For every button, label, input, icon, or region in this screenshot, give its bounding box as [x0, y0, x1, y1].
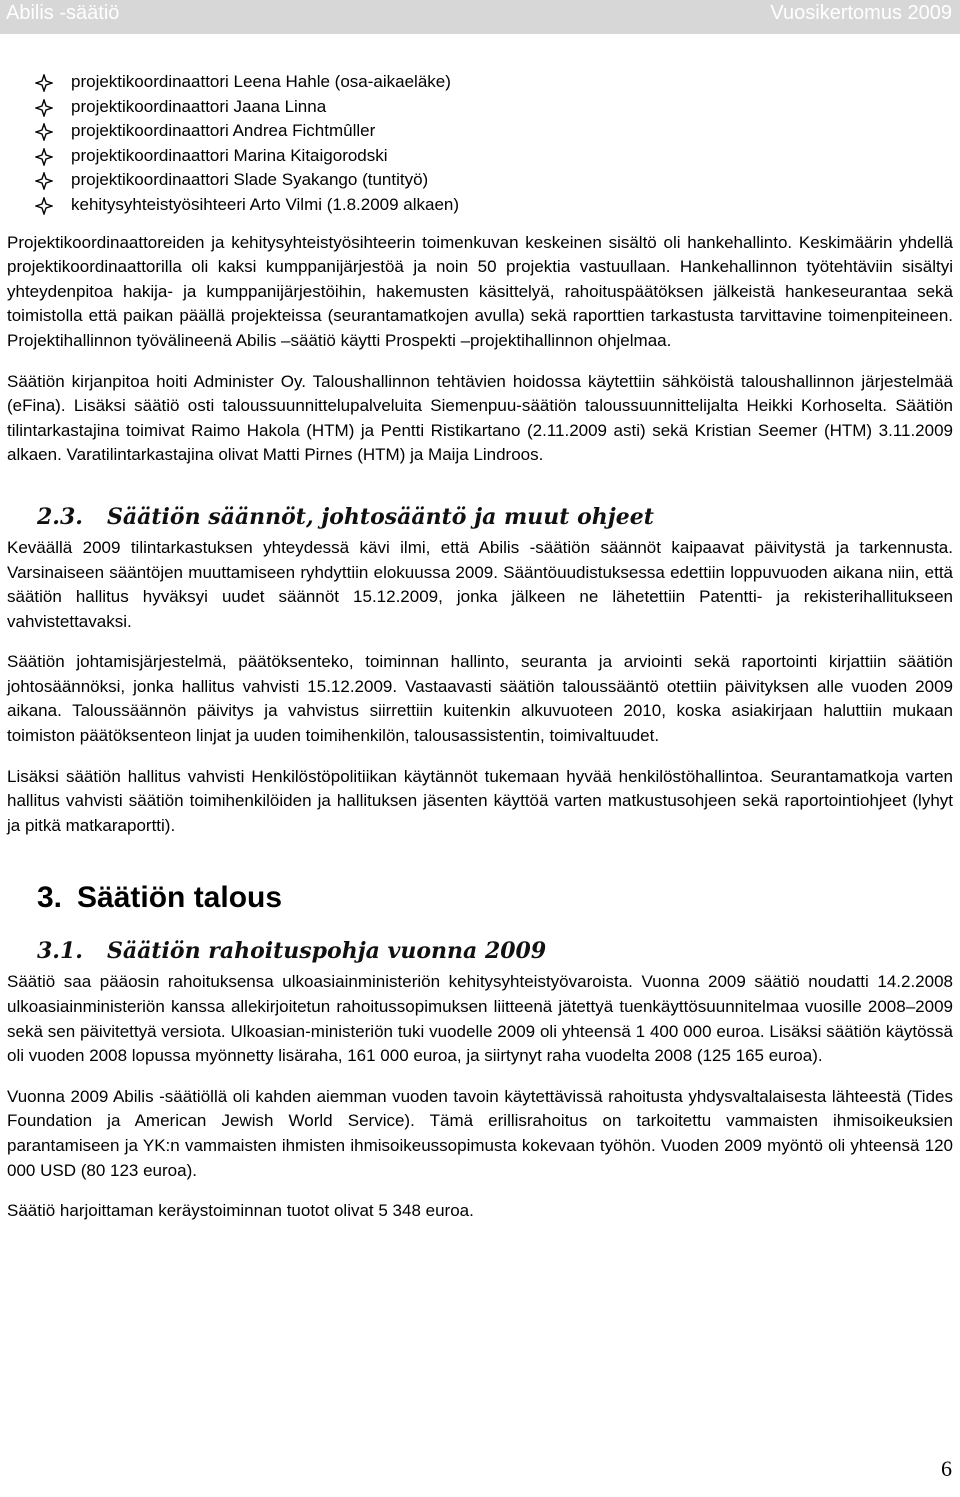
paragraph-project-administration: Projektikoordinaattoreiden ja kehitysyhteistyösihteerin toimenkuvan keskeinen sisältö oli hankehallinto. Keskimäärin yhdellä projektikoordinaattorilla oli kaksi kumppanijärjestöä ja noin 50 projektia vastuullaan. Hankehallinnon työtehtäviin sisältyi yhteydenpitoa hakija- ja kumppanijärjestöihin, hakemusten käsittelyä, rahoituspäätöksen jälkeistä hankeseurantaa sekä toimistolla että paikan päällä projekteissa (seurantamatkojen avulla) sekä raporttien tarkastusta tarvittavine toimenpiteineen. Projektihallinnon työvälineenä Abilis –säätiö käytti Prospekti –projektihallinnon ohjelmaa. [7, 232, 953, 350]
section-number: 3. [37, 881, 63, 915]
diamond-bullet-icon [35, 172, 53, 190]
diamond-bullet-icon [35, 74, 53, 92]
section-heading-2-3 [7, 502, 953, 532]
section-number: 2.3. [37, 503, 83, 530]
paragraph-management-system: Säätiön johtamisjärjestelmä, päätöksenteko, toiminnan hallinto, seuranta ja arviointi sekä raportointi kirjattiin säätiön johtosäännöksi, jonka hallitus vahvisti 15.12.2009. Vastaavasti säätiön taloussääntö otettiin päivityksen alle vuoden 2009 aikana. Taloussäännön päivitys ja vahvistus siirrettiin kuitenkin alkuvuoteen 2010, koska asiakirjaan haluttiin mukaan toimiston päätöksenteon linjat ja uuden toimihenkilön, talousassistentin, toimivaltuudet. [7, 652, 953, 746]
section-heading-3 [37, 878, 953, 918]
paragraph-funding-sources: Säätiö saa pääosin rahoituksensa ulkoasiainministeriön kehitysyhteistyövaroista. Vuonna 2009 säätiö noudatti 14.2.2008 ulkoasiainministeriön kanssa allekirjoitetun rahoitussopimuksen liitteenä jätettyä tuenkäyttösuunnitelmaa vuosille 2008–2009 sekä sen päivitettyä versiota. Ulkoasian-ministeriön tuki vuodelle 2009 oli yhteensä 1 400 000 euroa. Lisäksi säätiön käytössä oli vuoden 2008 lopussa myönnetty lisäraha, 161 000 euroa, ja siirtynyt raha vuodelta 2008 (125 165 euroa). [7, 972, 953, 1066]
staff-list [7, 70, 953, 218]
section-heading-3-1 [7, 936, 953, 966]
diamond-bullet-icon [35, 99, 53, 117]
paragraph-fundraising: Säätiö harjoittaman keräystoiminnan tuotot olivat 5 348 euroa. [7, 1201, 474, 1221]
list-item: kehitysyhteistyösihteeri Arto Vilmi (1.8.2009 alkaen) [35, 193, 953, 218]
diamond-bullet-icon [35, 197, 53, 215]
diamond-bullet-icon [35, 148, 53, 166]
diamond-bullet-icon [35, 123, 53, 141]
section-title: Säätiön säännöt, johtosääntö ja muut ohjeet [107, 503, 654, 530]
list-item: projektikoordinaattori Slade Syakango (tuntityö) [35, 168, 953, 193]
paragraph-us-funding: Vuonna 2009 Abilis -säätiöllä oli kahden aiemman vuoden tavoin käytettävissä rahoitusta yhdysvaltalaisesta lähteestä (Tides Foundation ja American Jewish World Service). Tämä erillisrahoitus on tarkoitettu vammaisten ihmisoikeuksien parantamiseen ja YK:n vammaisten ihmisten ihmisoikeussopimusta kokevaan työhön. Vuoden 2009 myöntö oli yhteensä 120 000 USD (80 123 euroa). [7, 1086, 953, 1180]
page-header [0, 0, 960, 34]
header-report-title: Vuosikertomus 2009 [770, 2, 952, 24]
paragraph-accounting: Säätiön kirjanpitoa hoiti Administer Oy. Taloushallinnon tehtävien hoidossa käytettiin sähköistä taloushallinnon järjestelmää (eFina). Lisäksi säätiö osti taloussuunnittelupalveluita Siemenpuu-säätiön taloussuunnittelijalta Heikki Korhoselta. Säätiön tilintarkastajina toimivat Raimo Hakola (HTM) ja Pentti Ristikartano (2.11.2009 asti) sekä Kristian Seemer (HTM) 3.11.2009 alkaen. Varatilintarkastajina olivat Matti Pirnes (HTM) ja Maija Lindroos. [7, 371, 953, 465]
section-title: Säätiön talous [77, 881, 283, 915]
header-organization: Abilis -säätiö [6, 2, 120, 24]
list-item: projektikoordinaattori Jaana Linna [35, 95, 953, 120]
list-item: projektikoordinaattori Leena Hahle (osa-aikaeläke) [35, 70, 953, 95]
paragraph-hr-policy: Lisäksi säätiön hallitus vahvisti Henkilöstöpolitiikan käytännöt tukemaan hyvää henkilöstöhallintoa. Seurantamatkoja varten hallitus vahvisti säätiön toimihenkilöiden ja hallituksen jäsenten käyttöä varten matkustusohjeen sekä raportointiohjeet (lyhyt ja pitkä matkaraportti). [7, 766, 953, 835]
page-number: 6 [941, 1456, 952, 1481]
paragraph-rules-update: Keväällä 2009 tilintarkastuksen yhteydessä kävi ilmi, että Abilis -säätiön säännöt kaipaavat päivitystä ja tarkennusta. Varsinaiseen sääntöjen muuttamiseen ryhdyttiin elokuussa 2009. Sääntöuudistuksessa edettiin loppuvuoden aikana niin, että säätiön hallitus hyväksyi uudet säännöt 15.12.2009, jonka jälkeen ne lähetettiin Patentti- ja rekisterihallitukseen vahvistettavaksi. [7, 537, 953, 631]
section-number: 3.1. [37, 938, 83, 965]
list-item: projektikoordinaattori Marina Kitaigorodski [35, 144, 953, 169]
section-title: Säätiön rahoituspohja vuonna 2009 [107, 938, 547, 965]
document-body [7, 70, 953, 1240]
list-item: projektikoordinaattori Andrea Fichtmûller [35, 119, 953, 144]
